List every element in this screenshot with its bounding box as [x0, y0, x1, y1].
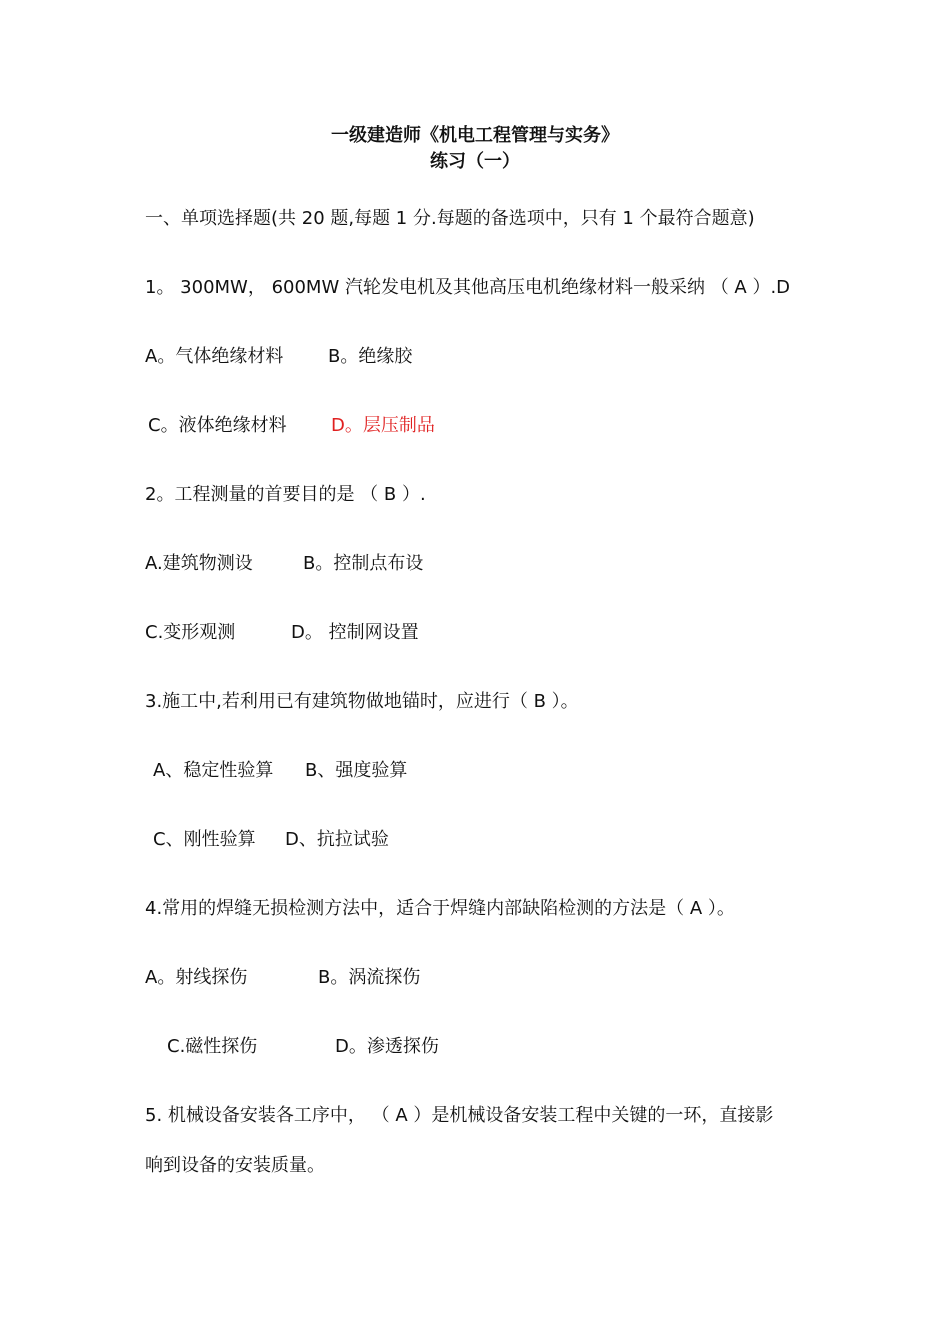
question-2-stem: 2。工程测量的首要目的是 （ B ）.	[145, 484, 426, 505]
question-5-stem-line-1: 5. 机械设备安装各工序中， （ A ）是机械设备安装工程中关键的一环，直接影	[145, 1105, 774, 1126]
question-2-option-a: A.建筑物测设	[145, 553, 253, 574]
question-3-option-a: A、稳定性验算	[153, 760, 274, 781]
document-subtitle: 练习（一）	[430, 151, 520, 172]
section-heading: 一、单项选择题(共 20 题,每题 1 分.每题的备选项中，只有 1 个最符合题意)	[145, 208, 755, 229]
question-4-option-c: C.磁性探伤	[167, 1036, 258, 1057]
question-4-option-d: D。渗透探伤	[335, 1036, 439, 1057]
question-4-stem: 4.常用的焊缝无损检测方法中，适合于焊缝内部缺陷检测的方法是（ A ）。	[145, 898, 735, 919]
question-3-option-b: B、强度验算	[305, 760, 408, 781]
question-2-option-c: C.变形观测	[145, 622, 236, 643]
question-1-option-b: B。绝缘胶	[328, 346, 413, 367]
question-3-option-c: C、刚性验算	[153, 829, 256, 850]
question-3-option-d: D、抗拉试验	[285, 829, 389, 850]
question-5-stem-line-2: 响到设备的安装质量。	[145, 1155, 325, 1176]
question-2-option-d: D。 控制网设置	[291, 622, 419, 643]
question-2-option-b: B。控制点布设	[303, 553, 424, 574]
question-4-option-b: B。涡流探伤	[318, 967, 421, 988]
question-1-option-c: C。液体绝缘材料	[148, 415, 287, 436]
question-4-option-a: A。射线探伤	[145, 967, 248, 988]
question-1-option-a: A。气体绝缘材料	[145, 346, 284, 367]
question-1-stem: 1。 300MW， 600MW 汽轮发电机及其他高压电机绝缘材料一般采纳 （ A ）.D	[145, 277, 791, 298]
question-1-option-d-highlighted: D。层压制品	[331, 415, 435, 436]
document-title: 一级建造师《机电工程管理与实务》	[331, 125, 619, 146]
question-3-stem: 3.施工中,若利用已有建筑物做地锚时，应进行（ B ）。	[145, 691, 579, 712]
